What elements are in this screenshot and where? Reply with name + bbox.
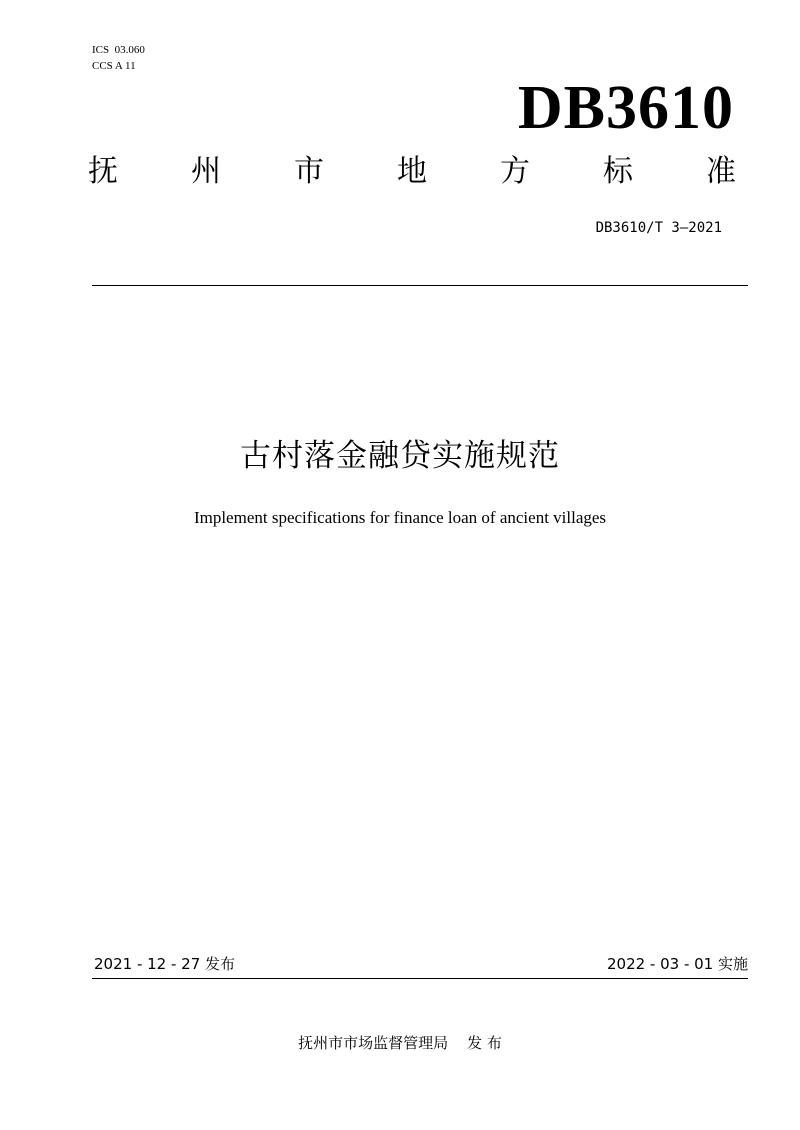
ccs-code: CCS A 11 bbox=[92, 60, 136, 72]
implementation-date: 2022 - 03 - 01 实施 bbox=[606, 955, 748, 973]
release-date: 2021 - 12 - 27 发布 bbox=[94, 955, 236, 973]
standard-type-char: 市 bbox=[294, 154, 324, 189]
classification-codes bbox=[92, 42, 145, 74]
standard-type-char: 抚 bbox=[88, 154, 118, 189]
standard-code: DB3610 bbox=[517, 74, 734, 142]
standard-type-char: 州 bbox=[191, 154, 221, 189]
document-title-chinese: 古村落金融贷实施规范 bbox=[240, 438, 560, 474]
standard-number: DB3610/T 3—2021 bbox=[595, 220, 722, 236]
standard-type bbox=[88, 152, 736, 192]
ics-code: ICS 03.060 bbox=[92, 44, 145, 56]
standard-type-char: 标 bbox=[603, 154, 633, 189]
standard-type-char: 地 bbox=[397, 154, 427, 189]
standard-type-char: 方 bbox=[500, 154, 530, 189]
document-title-english: Implement specifications for finance loan of ancient villages bbox=[193, 508, 607, 527]
issuing-authority: 抚州市市场监督管理局 发 布 bbox=[298, 1034, 502, 1052]
header-divider bbox=[92, 285, 748, 286]
standard-type-char: 准 bbox=[706, 154, 736, 189]
footer-divider bbox=[92, 978, 748, 979]
dates-row bbox=[94, 953, 748, 975]
